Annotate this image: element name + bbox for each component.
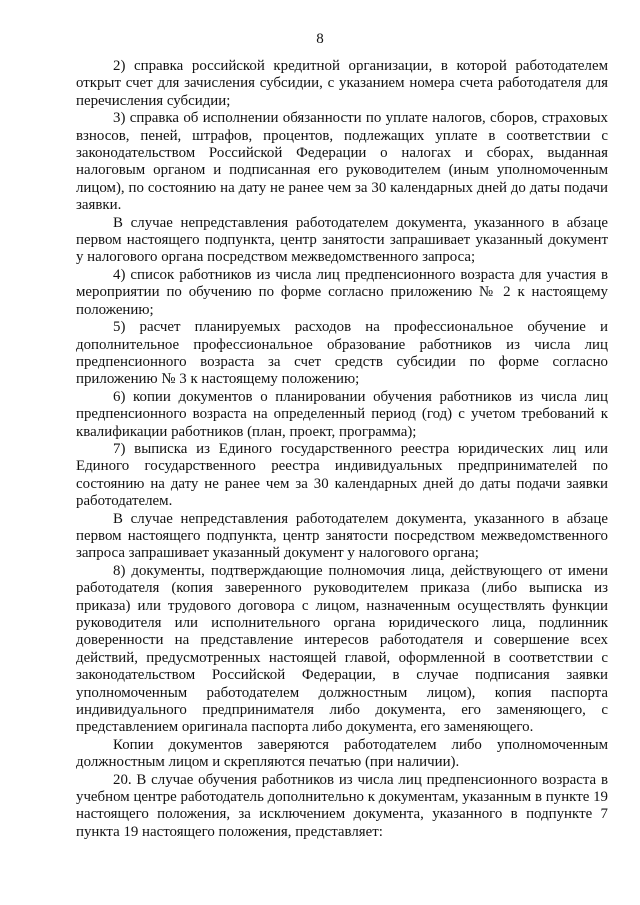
paragraph-subitem-5: 5) расчет планируемых расходов на профессиональное обучение и дополнительное профессиональное образование работников из числа лиц предпенсионного возраста за счет средств субсидии по форме согласно приложению № 3 к настоящему положению;: [76, 319, 608, 388]
page-number: 8: [316, 31, 324, 47]
paragraph-subitem-6: 6) копии документов о планировании обучения работников из числа лиц предпенсионного возраста на определенный период (год) с учетом требований к квалификации работников (план, проект, программа);: [76, 388, 608, 440]
paragraph-subitem-7-note: В случае непредставления работодателем документа, указанного в абзаце первом настоящего подпункта, центр занятости посредством межведомственного запроса запрашивает указанный документ у налогового органа;: [76, 510, 608, 562]
paragraph-subitem-8: 8) документы, подтверждающие полномочия лица, действующего от имени работодателя (копия заверенного руководителем приказа (либо выписка из приказа) или трудового договора с лицом, назначенным осуществлять функции руководителя или исполнительного органа юридического лица, подлинник доверенности на представление интересов работодателя и совершение всех действий, предусмотренных настоящей главой, оформленной в соответствии с законодательством Российской Федерации, в случае подписания заявки уполномоченным работодателем должностным лицом), копия паспорта индивидуального предпринимателя либо документа, его заменяющего, с представлением оригинала паспорта либо документа, его заменяющего.: [76, 562, 608, 736]
paragraph-subitem-7: 7) выписка из Единого государственного реестра юридических лиц или Единого государственного реестра индивидуальных предпринимателей по состоянию на дату не ранее чем за 30 календарных дней до даты подачи заявки работодателем.: [76, 440, 608, 510]
paragraph-subitem-4: 4) список работников из числа лиц предпенсионного возраста для участия в мероприятии по обучению по форме согласно приложению № 2 к настоящему положению;: [76, 266, 608, 318]
paragraph-copies-certification: Копии документов заверяются работодателем либо уполномоченным должностным лицом и скрепляются печатью (при наличии).: [76, 736, 608, 771]
paragraph-subitem-3: 3) справка об исполнении обязанности по уплате налогов, сборов, страховых взносов, пеней, штрафов, процентов, подлежащих уплате в соответствии с законодательством Российской Федерации о налогах и сборах, выданная налоговым органом и подписанная его руководителем (иным уполномоченным лицом), по состоянию на дату не ранее чем за 30 календарных дней до даты подачи заявки.: [76, 110, 608, 214]
document-body: [76, 58, 608, 841]
paragraph-subitem-3-note: В случае непредставления работодателем документа, указанного в абзаце первом настоящего подпункта, центр занятости запрашивает указанный документ у налогового органа посредством межведомственного запроса;: [76, 214, 608, 266]
paragraph-item-20: 20. В случае обучения работников из числа лиц предпенсионного возраста в учебном центре работодатель дополнительно к документам, указанным в пункте 19 настоящего положения, за исключением документа, указанного в подпункте 7 пункта 19 настоящего положения, представляет:: [76, 771, 608, 840]
paragraph-subitem-2: 2) справка российской кредитной организации, в которой работодателем открыт счет для зачисления субсидии, с указанием номера счета работодателя для перечисления субсидии;: [76, 58, 608, 109]
